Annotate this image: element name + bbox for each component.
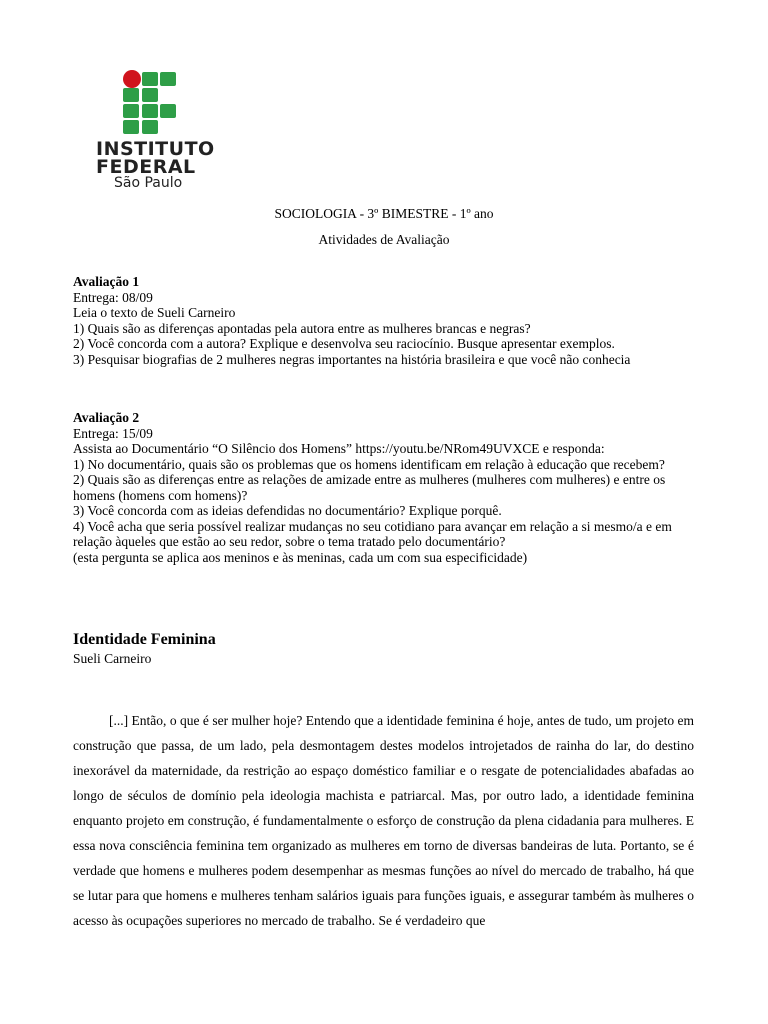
assessment-1-section	[73, 274, 703, 367]
due-date: Entrega: 15/09	[73, 425, 153, 441]
logo-red-dot	[123, 70, 141, 88]
logo-square	[123, 104, 139, 118]
essay-paragraph: [...] Então, o que é ser mulher hoje? Entendo que a identidade feminina é hoje, antes de tudo, um projeto em construção que passa, de um lado, pela desmontagem destes modelos introjetados de rainha do lar, do destino inexorável da maternidade, da restrição ao espaço doméstico familiar e o resgate de potencialidades abafadas ao longo de séculos de domínio pela ideologia machista e patriarcal. Mas, por outro lado, a identidade feminina enquanto projeto em construção, é fundamentalmente o esforço de construção da plena cidadania para mulheres. E essa nova consciência feminina tem organizado as mulheres em torno de diversas bandeiras de luta. Portanto, se é verdade que homens e mulheres podem desempenhar as mesmas funções ao nível do mercado de trabalho, há que se lutar para que homens e mulheres tenham salários iguais para funções iguais, e assegurar também às mulheres o acesso às ocupações superiores no mercado de trabalho. Se é verdadeiro que	[73, 713, 694, 928]
assessment-intro: Leia o texto de Sueli Carneiro	[73, 305, 236, 320]
question-item: 1) Quais são as diferenças apontadas pela autora entre as mulheres brancas e negras?	[73, 320, 531, 336]
logo-text-federal: FEDERAL	[96, 156, 196, 178]
question-item: 3) Pesquisar biografias de 2 mulheres negras importantes na história brasileira e que você não conhecia	[73, 351, 631, 367]
logo-square	[142, 120, 158, 134]
question-item: 4) Você acha que seria possível realizar mudanças no seu cotidiano para avançar em relação a si mesmo/a e em relação àqueles que estão ao seu redor, sobre o tema tratado pelo documentário?	[73, 518, 672, 549]
essay-title: Identidade Feminina	[73, 631, 216, 648]
institution-logo	[96, 70, 226, 195]
assessment-2-section	[73, 410, 703, 565]
assessment-heading: Avaliação 1	[73, 274, 140, 289]
logo-square	[160, 72, 176, 86]
question-note: (esta pergunta se aplica aos meninos e às meninas, cada um com sua especificidade)	[73, 549, 528, 565]
assessment-intro: Assista ao Documentário “O Silêncio dos Homens” https://youtu.be/NRom49UVXCE e responda:	[73, 441, 605, 456]
question-item: 2) Quais são as diferenças entre as relações de amizade entre as mulheres (mulheres com mulheres) e entre os homens (homens com homens)?	[73, 472, 666, 503]
logo-text-instituto: INSTITUTO	[96, 138, 215, 160]
logo-square	[160, 104, 176, 118]
logo-square	[142, 104, 158, 118]
question-item: 1) No documentário, quais são os problemas que os homens identificam em relação à educação que recebem?	[73, 456, 665, 472]
logo-square	[123, 120, 139, 134]
logo-square	[142, 88, 158, 102]
question-item: 3) Você concorda com as ideias defendidas no documentário? Explique porquê.	[73, 503, 502, 518]
essay-author: Sueli Carneiro	[73, 651, 152, 666]
due-date: Entrega: 08/09	[73, 289, 153, 305]
document-subtitle: Atividades de Avaliação	[318, 232, 450, 247]
document-title: SOCIOLOGIA - 3º BIMESTRE - 1º ano	[274, 206, 494, 221]
logo-square	[142, 72, 158, 86]
logo-text-campus: São Paulo	[114, 175, 183, 191]
question-item: 2) Você concorda com a autora? Explique e desenvolva seu raciocínio. Busque apresentar exemplos.	[73, 336, 615, 351]
logo-square	[123, 88, 139, 102]
assessment-heading: Avaliação 2	[73, 410, 140, 425]
